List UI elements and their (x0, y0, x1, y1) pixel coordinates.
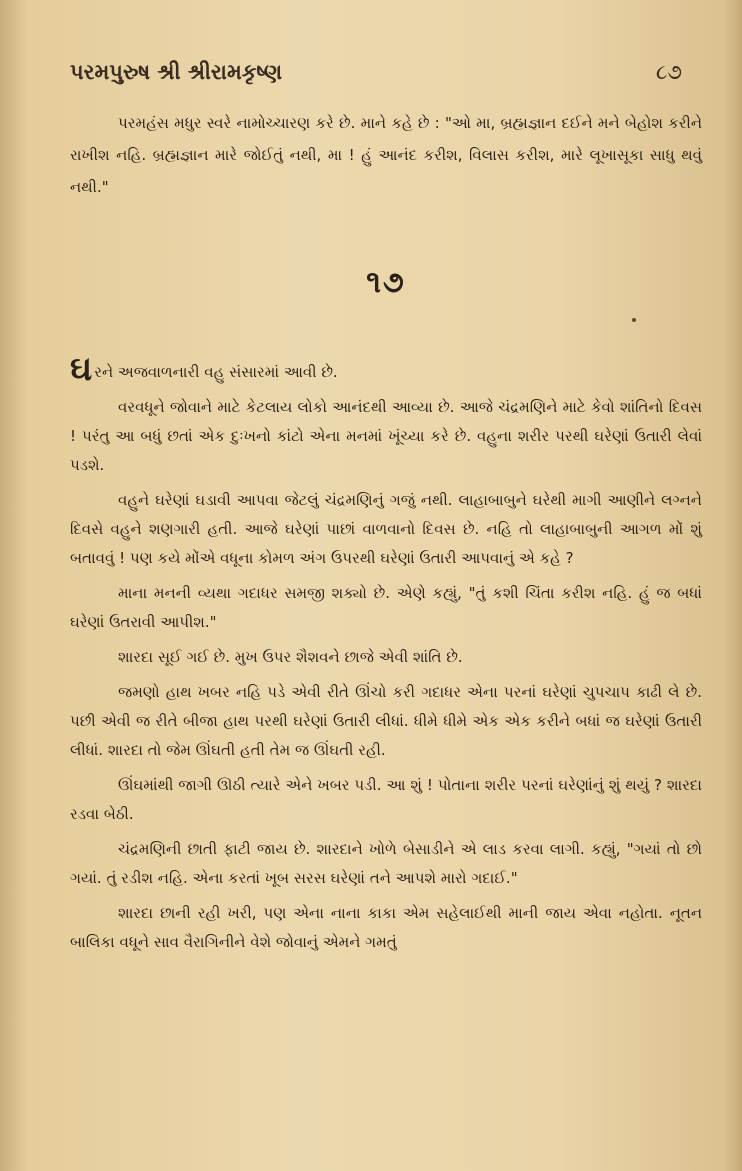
ink-dot (632, 318, 636, 322)
paragraph: શારદા સૂઈ ગઈ છે. મુખ ઉપર શૈશવને છાજે એવી શાંતિ છે. (118, 648, 463, 666)
paragraph: માના મનની વ્યથા ગદાધર સમજી શક્યો છે. એણે કહ્યું, "તું કશી ચિંતા કરીશ નહિ. હું જ બધાં ઘરેણાં ઉતરાવી આપીશ." (70, 584, 702, 631)
paragraph: ઊંઘમાંથી જાગી ઊઠી ત્યારે એને ખબર પડી. આ શું ! પોતાના શરીર પરનાં ઘરેણાંનું શું થયું ? શારદા રડવા બેઠી. (70, 776, 702, 823)
running-head-title: પરમપુરુષ શ્રી શ્રીરામકૃષ્ણ (70, 60, 283, 84)
chapter-number: ૧૭ (366, 265, 406, 300)
paragraph: વહુને ઘરેણાં ઘડાવી આપવા જેટલું ચંદ્રમણિનું ગજું નથી. લાહાબાબુને ઘરેથી માગી આણીને લગ્નને દિવસે વહુને શણગારી હતી. આજે ઘરેણાં પાછાં વાળવાનો દિવસ છે. નહિ તો લાહાબાબુની આગળ મોં શું બતાવવું ! પણ કયે મોંએ વધૂના કોમળ અંગ ઉપરથી ઘરેણાં ઉતારી આપવાનું એ કહે ? (70, 491, 702, 567)
paragraph: વરવધૂને જોવાને માટે કેટલાય લોકો આનંદથી આવ્યા છે. આજે ચંદ્રમણિને માટે કેવો શાંતિનો દિવસ ! પરંતુ આ બધું છતાં એક દુઃખનો કાંટો એના મનમાં ખૂંચ્યા કરે છે. વહુના શરીર પરથી ઘરેણાં ઉતારી લેવાં પડશે. (70, 398, 702, 474)
page-edge (724, 0, 742, 1171)
paragraph: શારદા છાની રહી ખરી, પણ એના નાના કાકા એમ સહેલાઈથી માની જાય એવા નહોતા. નૂતન બાલિકા વધૂને સાવ વૈરાગિનીને વેશે જોવાનું એમને ગમતું (70, 904, 702, 951)
page-number: ૮૭ (655, 60, 682, 84)
paragraph: ચંદ્રમણિની છાતી ફાટી જાય છે. શારદાને ખોળે બેસાડીને એ લાડ કરવા લાગી. કહ્યું, "ગયાં તો છો ગયાં. તું રડીશ નહિ. એના કરતાં ખૂબ સરસ ઘરેણાં તને આપશે મારો ગદાઈ." (70, 840, 702, 887)
first-paragraph-text: રને અજવાળનારી વહુ સંસારમાં આવી છે. (94, 363, 338, 381)
intro-paragraph: પરમહંસ મધુર સ્વરે નામોચ્ચારણ કરે છે. માને કહે છે : "ઓ મા, બ્રહ્મજ્ઞાન દઈને મને બેહોશ કરીને રાખીશ નહિ. બ્રહ્મજ્ઞાન મારે જોઈતું નથી, મા ! હું આનંદ કરીશ, વિલાસ કરીશ, મારે લૂખાસૂકા સાધુ થવું નથી." (70, 114, 702, 196)
first-paragraph (70, 349, 702, 389)
paragraph: જમણો હાથ ખબર નહિ પડે એવી રીતે ઊંચો કરી ગદાધર એના પરનાં ઘરેણાં ચુપચાપ કાઢી લે છે. પછી એવી જ રીતે બીજા હાથ પરથી ઘરેણાં ઉતારી લીધાં. ધીમે ધીમે એક એક કરીને બધાં જ ઘરેણાં ઉતારી લીધાં. શારદા તો જેમ ઊંઘતી હતી તેમ જ ઊંઘતી રહી. (70, 683, 702, 759)
drop-cap: ઘ (70, 349, 93, 389)
running-head (70, 60, 702, 85)
spine-shadow (0, 0, 26, 1171)
